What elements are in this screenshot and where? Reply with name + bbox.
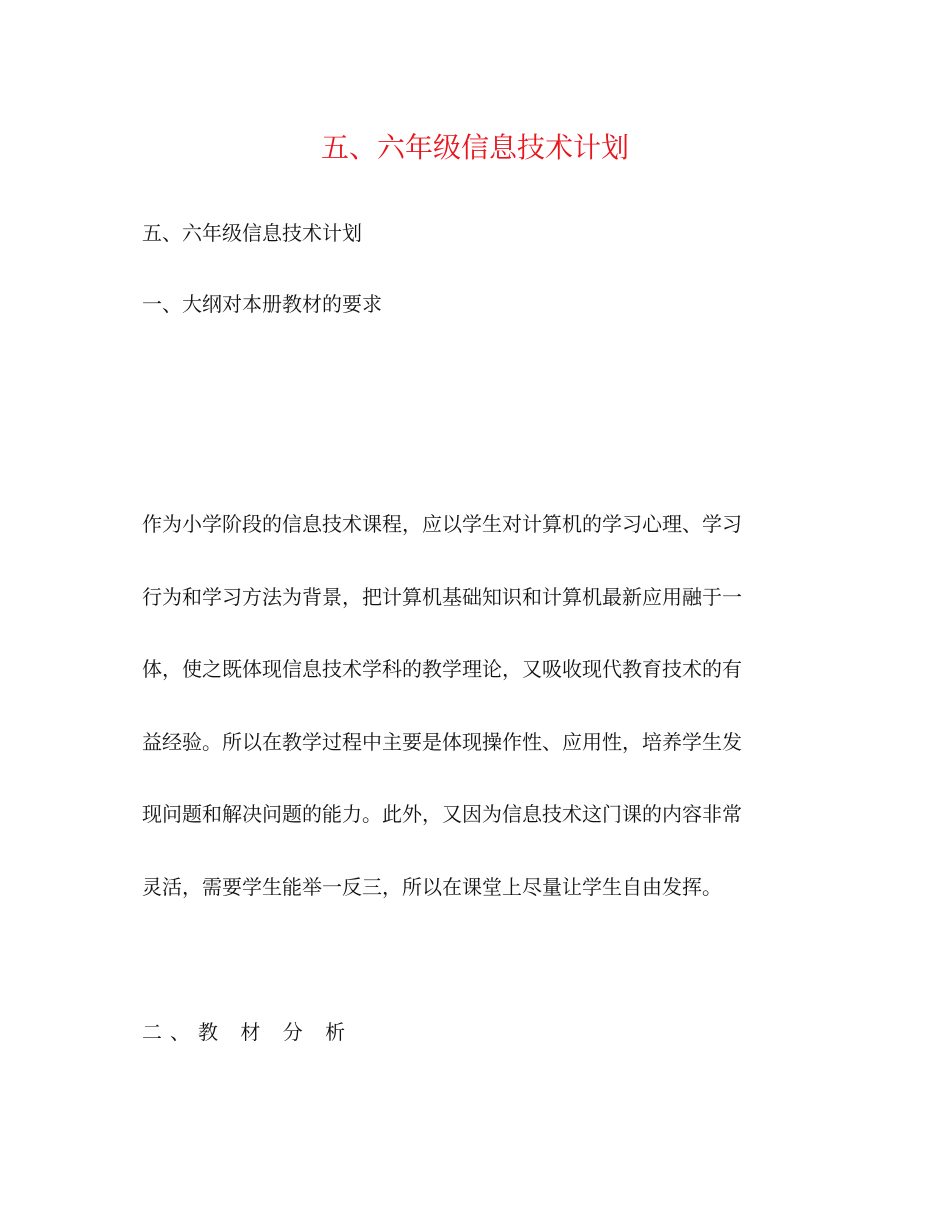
body-paragraph <box>142 509 802 944</box>
document-title: 五、六年级信息技术计划 <box>320 131 629 164</box>
paragraph-line: 行为和学习方法为背景，把计算机基础知识和计算机最新应用融于一 <box>142 584 742 609</box>
section-1-heading: 一、大纲对本册教材的要求 <box>142 292 382 316</box>
paragraph-line: 灵活，需要学生能举一反三，所以在课堂上尽量让学生自由发挥。 <box>142 874 722 899</box>
paragraph-line: 体，使之既体现信息技术学科的教学理论，又吸收现代教育技术的有 <box>142 657 742 681</box>
section-2-heading: 二、教 材 分 析 <box>142 1020 354 1044</box>
document-subtitle: 五、六年级信息技术计划 <box>142 221 362 245</box>
paragraph-line: 现问题和解决问题的能力。此外，又因为信息技术这门课的内容非常 <box>142 802 742 826</box>
paragraph-line: 益经验。所以在教学过程中主要是体现操作性、应用性，培养学生发 <box>142 729 742 754</box>
paragraph-line: 作为小学阶段的信息技术课程，应以学生对计算机的学习心理、学习 <box>142 512 742 536</box>
